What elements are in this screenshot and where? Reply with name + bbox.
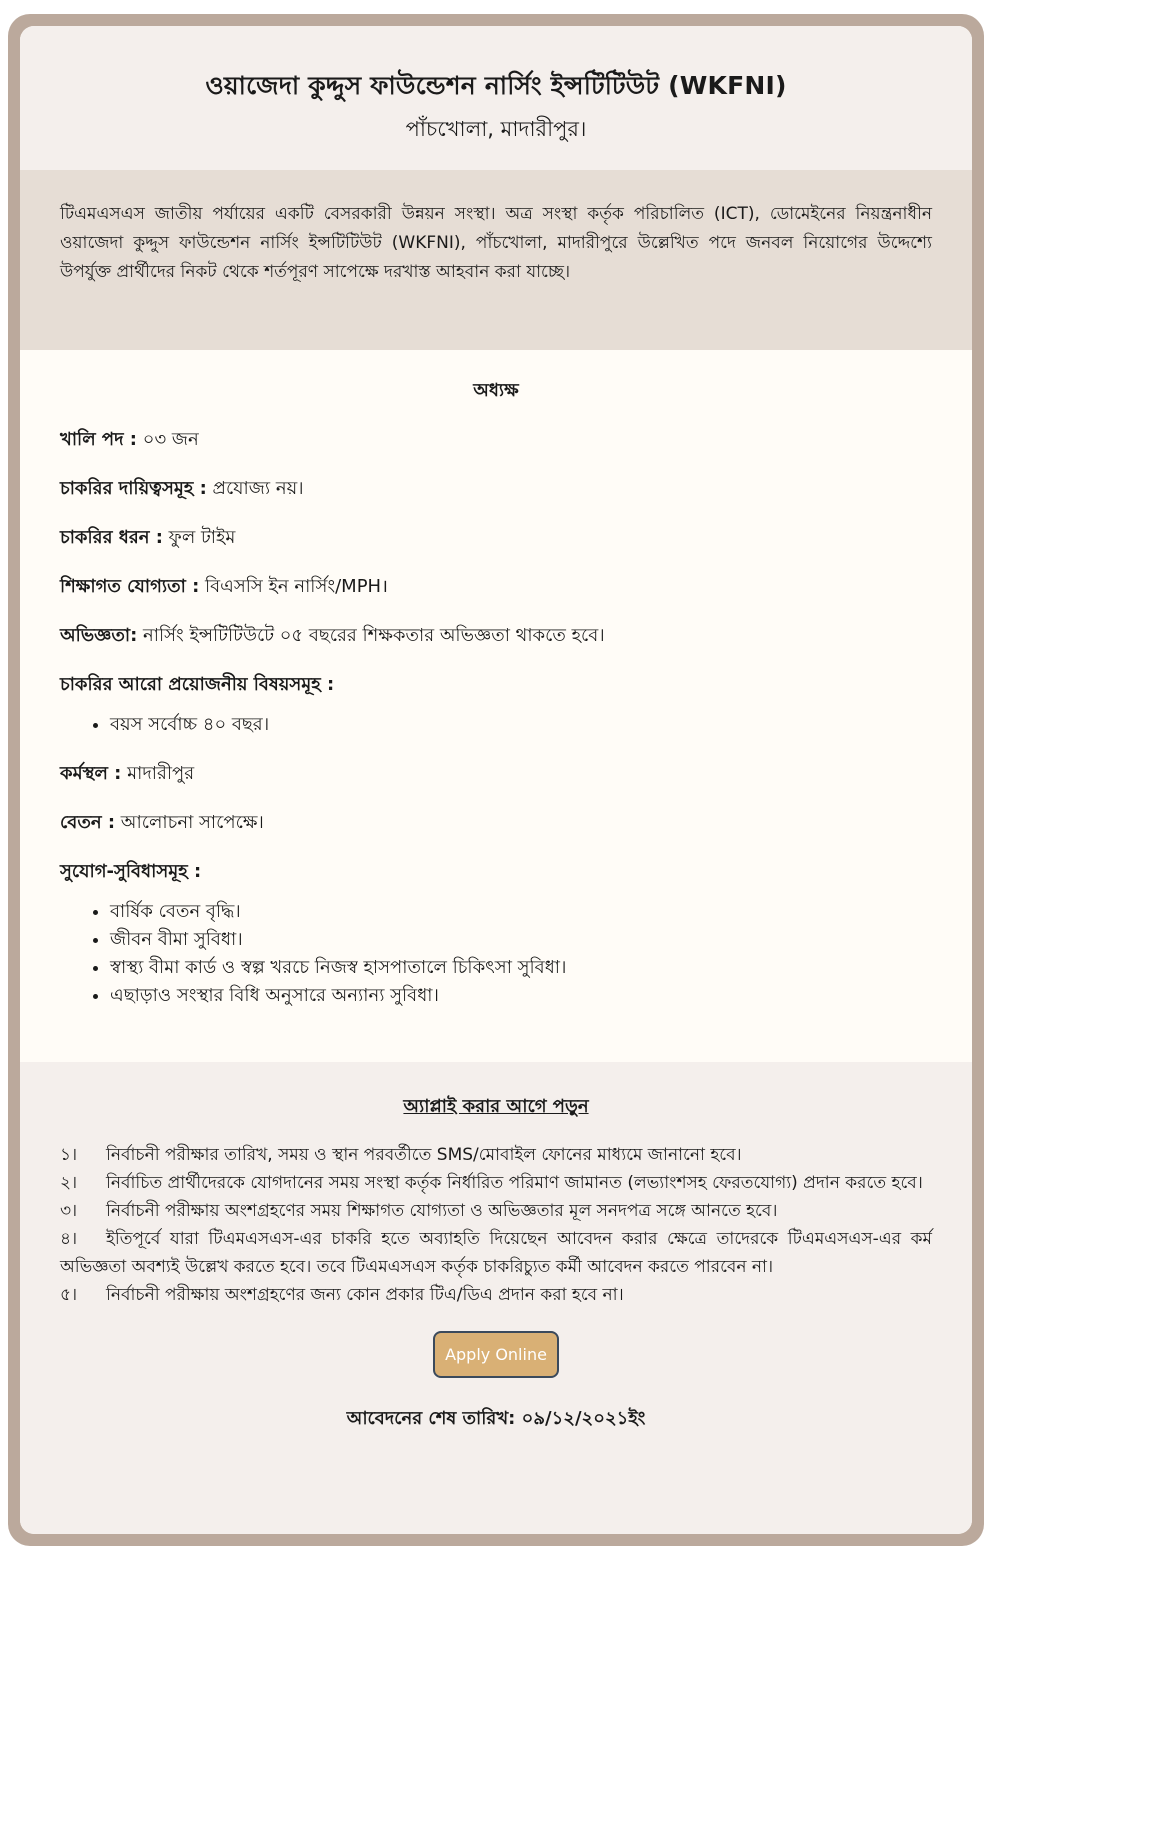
rule-text: ইতিপূর্বে যারা টিএমএসএস-এর চাকরি হতে অব্যাহতি দিয়েছেন আবেদন করার ক্ষেত্রে তাদেরকে টিএমএসএস-এর কর্ম অভিজ্ঞতা অবশ্যই উল্লেখ করতে হবে। তবে টিএমএসএস কর্তৃক চাকরিচ্যুত কর্মী আবেদন করতে পারবেন না। — [60, 1229, 932, 1277]
location-label: কর্মস্থল : — [60, 763, 122, 784]
rule-item — [60, 1141, 932, 1169]
intro-section — [20, 170, 972, 350]
rule-text: নির্বাচনী পরীক্ষায় অংশগ্রহণের সময় শিক্ষাগত যোগ্যতা ও অভিজ্ঞতার মূল সনদপত্র সঙ্গে আনতে হবে। — [106, 1201, 778, 1221]
list-item: • বয়স সর্বোচ্চ ৪০ বছর। — [110, 711, 932, 739]
list-item: • স্বাস্থ্য বীমা কার্ড ও স্বল্প খরচে নিজস্ব হাসপাতালে চিকিৎসা সুবিধা। — [110, 954, 932, 982]
experience-label: অভিজ্ঞতা: — [60, 625, 138, 646]
rule-text: নির্বাচনী পরীক্ষায় অংশগ্রহণের জন্য কোন প্রকার টিএ/ডিএ প্রদান করা হবে না। — [106, 1285, 624, 1305]
job-type-field — [60, 525, 932, 550]
list-item: • এছাড়াও সংস্থার বিধি অনুসারে অন্যান্য সুবিধা। — [110, 982, 932, 1010]
job-details — [20, 350, 972, 1062]
rule-item — [60, 1225, 932, 1281]
rule-number: ৪। — [60, 1229, 78, 1249]
outer-frame — [8, 14, 984, 1546]
rule-item — [60, 1169, 932, 1197]
list-item: • জীবন বীমা সুবিধা। — [110, 926, 932, 954]
education-field — [60, 574, 932, 599]
rules-list — [60, 1141, 932, 1309]
job-card — [20, 26, 972, 1534]
job-type-label: চাকরির ধরন : — [60, 527, 163, 548]
additional-requirements-list — [60, 711, 932, 739]
institute-title: ওয়াজেদা কুদ্দুস ফাউন্ডেশন নার্সিং ইন্সটিটিউট (WKFNI) — [205, 71, 787, 100]
apply-heading: অ্যাপ্লাই করার আগে পড়ুন — [403, 1096, 589, 1117]
rule-number: ৩। — [60, 1201, 78, 1221]
apply-online-button[interactable]: Apply Online — [433, 1331, 559, 1378]
vacancy-value: ০৩ জন — [137, 429, 199, 450]
rule-text: নির্বাচিত প্রার্থীদেরকে যোগদানের সময় সংস্থা কর্তৃক নির্ধারিত পরিমাণ জামানত (লভ্যাংশসহ ফেরতযোগ্য) প্রদান করতে হবে। — [106, 1173, 923, 1193]
rule-text: নির্বাচনী পরীক্ষার তারিখ, সময় ও স্থান পরবর্তীতে SMS/মোবাইল ফোনের মাধ্যমে জানানো হবে। — [106, 1145, 742, 1165]
post-title: অধ্যক্ষ — [473, 380, 519, 401]
rule-number: ১। — [60, 1145, 78, 1165]
vacancy-field — [60, 427, 932, 452]
responsibilities-value: প্রযোজ্য নয়। — [206, 478, 304, 499]
job-type-value: ফুল টাইম — [162, 527, 236, 548]
salary-field — [60, 810, 932, 835]
education-label: শিক্ষাগত যোগ্যতা : — [60, 576, 200, 597]
additional-requirements-label: চাকরির আরো প্রয়োজনীয় বিষয়সমূহ : — [60, 674, 335, 695]
location-value: মাদারীপুর — [121, 763, 195, 784]
salary-value: আলোচনা সাপেক্ষে। — [115, 812, 264, 833]
salary-label: বেতন : — [60, 812, 116, 833]
location-field — [60, 761, 932, 786]
list-item: • বার্ষিক বেতন বৃদ্ধি। — [110, 898, 932, 926]
institute-location: পাঁচখোলা, মাদারীপুর। — [405, 117, 587, 141]
rule-item — [60, 1281, 932, 1309]
responsibilities-label: চাকরির দায়িত্বসমূহ : — [60, 478, 207, 499]
benefits-label: সুযোগ-সুবিধাসমূহ : — [60, 861, 202, 882]
vacancy-label: খালি পদ : — [60, 429, 138, 450]
experience-field — [60, 623, 932, 648]
apply-button-wrap — [60, 1331, 932, 1378]
intro-text: টিএমএসএস জাতীয় পর্যায়ের একটি বেসরকারী উন্নয়ন সংস্থা। অত্র সংস্থা কর্তৃক পরিচালিত (ICT), ডোমেইনের নিয়ন্ত্রনাধীন ওয়াজেদা কুদ্দুস ফাউন্ডেশন নার্সিং ইন্সটিটিউট (WKFNI), পাঁচখোলা, মাদারীপুরে উল্লেখিত পদে জনবল নিয়োগের উদ্দেশ্যে উপর্যুক্ত প্রার্থীদের নিকট থেকে শর্তপূরণ সাপেক্ষে দরখাস্ত আহবান করা যাচ্ছে। — [60, 204, 932, 282]
rule-number: ৫। — [60, 1285, 78, 1305]
header — [20, 26, 972, 170]
application-deadline: আবেদনের শেষ তারিখ: ০৯/১২/২০২১ইং — [346, 1408, 646, 1429]
rule-number: ২। — [60, 1173, 78, 1193]
education-value: বিএসসি ইন নার্সিং/MPH। — [199, 576, 388, 597]
rule-item — [60, 1197, 932, 1225]
responsibilities-field — [60, 476, 932, 501]
apply-section — [20, 1062, 972, 1534]
benefits-list — [60, 898, 932, 1010]
experience-value: নার্সিং ইন্সটিটিউটে ০৫ বছরের শিক্ষকতার অভিজ্ঞতা থাকতে হবে। — [137, 625, 605, 646]
